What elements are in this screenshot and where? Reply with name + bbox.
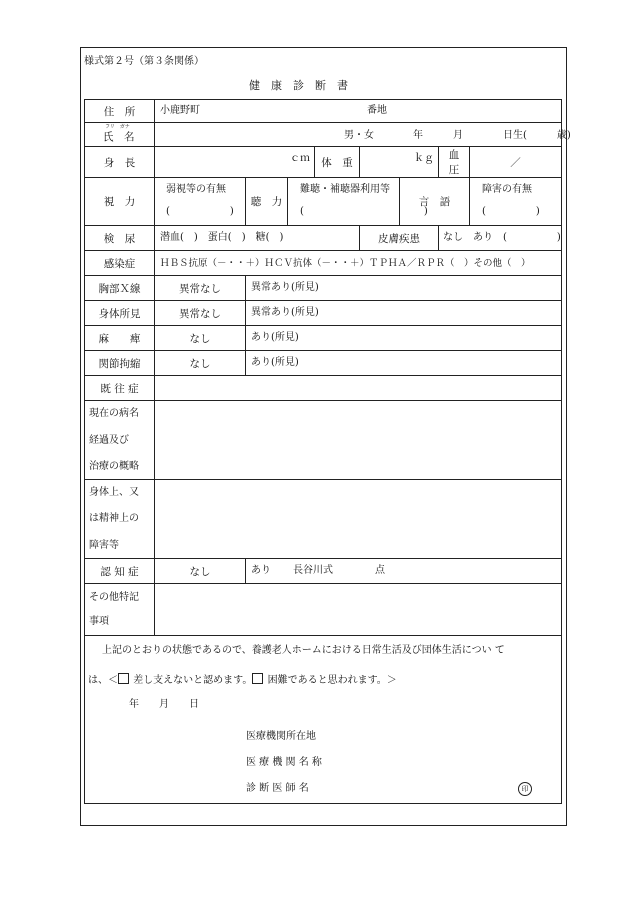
urine-field[interactable] <box>155 226 360 251</box>
physical-abnormal[interactable] <box>246 301 562 326</box>
physical-label: 身体所見 <box>85 301 155 326</box>
infection-field[interactable] <box>155 251 562 276</box>
address-town: 小鹿野町 <box>160 105 200 116</box>
paralysis-present[interactable] <box>246 326 562 351</box>
disability-label-3: 障害等 <box>89 540 119 551</box>
statement-prefix: は、＜ <box>88 675 118 686</box>
skin-options: なし あり ( ) <box>443 232 561 243</box>
name-field[interactable] <box>155 123 571 147</box>
hearing-field[interactable] <box>288 178 428 226</box>
disability-label-2: は精神上の <box>89 513 139 524</box>
statement-line-1: 上記のとおりの状態であるので、養護老人ホームにおける日常生活及び団体生活につい て <box>102 645 505 656</box>
notes-label-2: 事項 <box>89 616 109 627</box>
dementia-present[interactable] <box>246 559 562 584</box>
vision-field[interactable] <box>155 178 246 226</box>
physical-abnormal-text: 異常あり(所見) <box>251 307 319 318</box>
disability-label-cell <box>85 480 155 559</box>
paralysis-label: 麻 痺 <box>85 326 155 351</box>
dementia-none[interactable]: なし <box>155 559 246 584</box>
doctor-name: 診 断 医 師 名 <box>246 783 309 794</box>
hasegawa-points: 点 <box>375 565 385 576</box>
name-label-cell <box>85 123 155 147</box>
xray-normal[interactable]: 異常なし <box>155 276 246 301</box>
speech-label: 言 語 <box>400 178 470 226</box>
statement-option-difficult: 困難であると思われます。＞ <box>267 675 397 686</box>
xray-abnormal-text: 異常あり(所見) <box>251 282 319 293</box>
weight-field[interactable] <box>360 147 439 178</box>
statement-cell <box>85 636 562 804</box>
contracture-present-text: あり(所見) <box>251 357 299 368</box>
bp-field[interactable]: ／ <box>470 147 562 178</box>
gender-option: 男・女 <box>344 130 374 141</box>
seal-mark: 印 <box>518 782 532 796</box>
weight-unit: ｋｇ <box>414 153 434 164</box>
date-line: 年 月 日 <box>129 699 199 710</box>
address-label: 住 所 <box>85 100 155 123</box>
contracture-label: 関節拘縮 <box>85 351 155 376</box>
speech-question: 障害の有無 <box>482 184 532 195</box>
height-unit: ｃｍ <box>290 153 310 164</box>
current-label-3: 治療の概略 <box>89 461 139 472</box>
dementia-present-text: あり <box>251 565 271 576</box>
vision-question: 弱視等の有無 <box>166 184 226 195</box>
urine-label: 検 尿 <box>85 226 155 251</box>
form-title: 健 康 診 断 書 <box>249 79 348 92</box>
notes-field[interactable] <box>155 584 562 636</box>
current-field[interactable] <box>155 401 562 480</box>
address-field[interactable] <box>155 100 562 123</box>
speech-field[interactable] <box>470 178 562 226</box>
institution-address: 医療機関所在地 <box>246 731 316 742</box>
current-label-2: 経過及び <box>89 435 129 446</box>
hearing-question: 難聴・補聴器利用等 <box>300 184 390 195</box>
birth-date: 年 月 日生( 歳) <box>413 130 571 141</box>
physical-normal[interactable]: 異常なし <box>155 301 246 326</box>
xray-abnormal[interactable] <box>246 276 562 301</box>
bp-label: 血 圧 <box>439 147 470 178</box>
xray-label: 胸部Ｘ線 <box>85 276 155 301</box>
current-label-1: 現在の病名 <box>89 408 139 419</box>
hearing-label: 聴 力 <box>246 178 288 226</box>
name-label: 氏 名 <box>103 131 135 143</box>
disability-field[interactable] <box>155 480 562 559</box>
history-label: 既 往 症 <box>85 376 155 401</box>
height-label: 身 長 <box>85 147 155 178</box>
vision-label: 視 力 <box>85 178 155 226</box>
current-label-cell <box>85 401 155 480</box>
paralysis-present-text: あり(所見) <box>251 332 299 343</box>
hearing-paren: ( ) <box>300 206 428 217</box>
institution-name: 医 療 機 関 名 称 <box>246 757 322 768</box>
skin-label: 皮膚疾患 <box>360 226 439 251</box>
form-number: 様式第２号（第３条関係） <box>84 56 204 67</box>
urine-items: 潜血( ) 蛋白( ) 糖( ) <box>160 232 284 243</box>
speech-paren: ( ) <box>482 206 540 217</box>
dementia-label: 認 知 症 <box>85 559 155 584</box>
name-furigana: フリ ガナ <box>105 124 130 130</box>
history-field[interactable] <box>155 376 562 401</box>
statement-option-acceptable: 差し支えないと認めます。 <box>133 675 253 686</box>
notes-label-1: その他特記 <box>89 592 139 603</box>
height-field[interactable] <box>155 147 315 178</box>
infection-items: ＨＢＳ抗原（－・・＋）ＨＣＶ抗体（－・・＋）ＴＰＨＡ／ＲＰＲ（ ）その他（ ） <box>160 258 531 269</box>
statement-line-2 <box>88 673 397 686</box>
hasegawa-label: 長谷川式 <box>293 565 333 576</box>
contracture-none[interactable]: なし <box>155 351 246 376</box>
skin-field[interactable] <box>439 226 562 251</box>
contracture-present[interactable] <box>246 351 562 376</box>
paralysis-none[interactable]: なし <box>155 326 246 351</box>
vision-paren: ( ) <box>166 206 234 217</box>
notes-label-cell <box>85 584 155 636</box>
checkbox-difficult[interactable] <box>252 673 263 684</box>
medical-certificate-table <box>84 99 571 804</box>
address-lot: 番地 <box>367 105 387 116</box>
disability-label-1: 身体上、又 <box>89 487 139 498</box>
infection-label: 感染症 <box>85 251 155 276</box>
weight-label: 体 重 <box>315 147 360 178</box>
checkbox-acceptable[interactable] <box>118 673 129 684</box>
